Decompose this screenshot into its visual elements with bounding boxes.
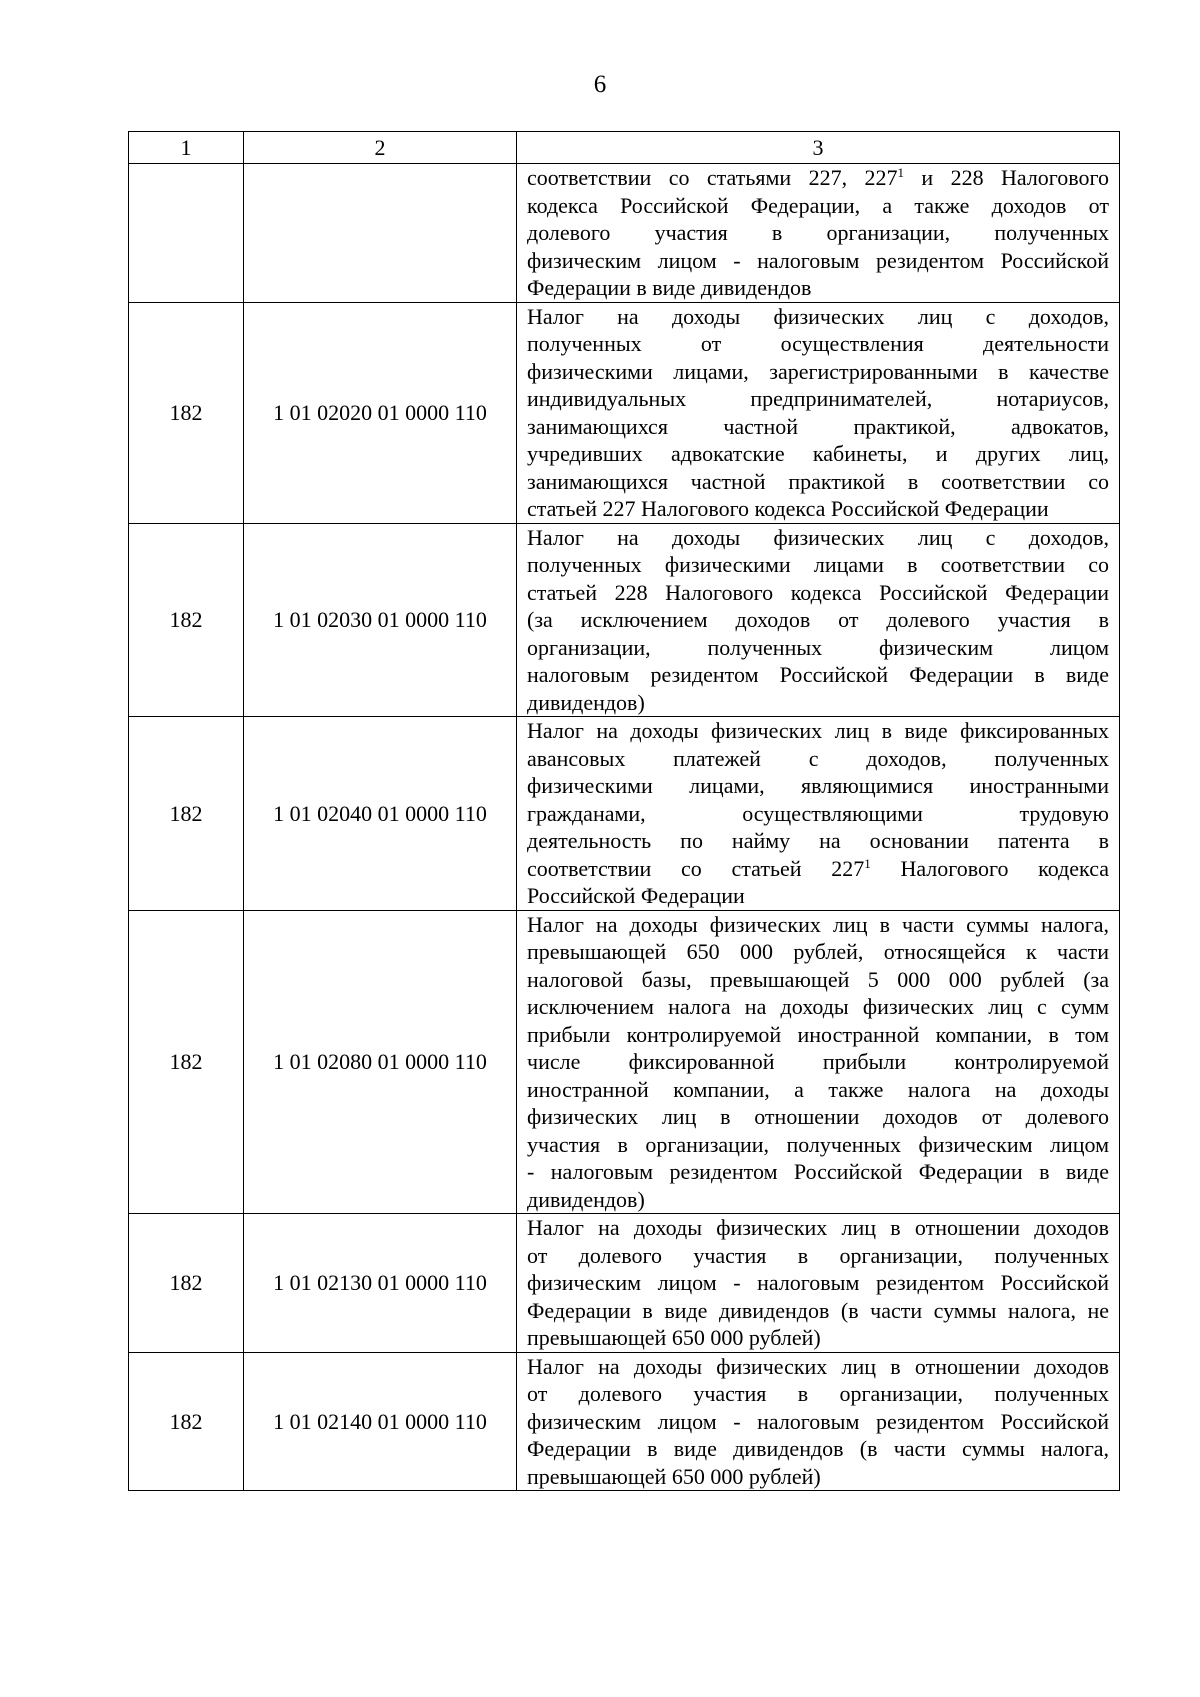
- classification-code-cell: 1 01 02130 01 0000 110: [244, 1214, 517, 1353]
- description-line: физических лиц в отношении доходов от долевого: [527, 1104, 1109, 1129]
- description-line: налоговым резидентом Российской Федерации в виде: [527, 662, 1109, 687]
- description-line: Федерации в виде дивидендов: [527, 275, 812, 300]
- table-row: [129, 910, 1120, 1214]
- description-line: превышающей 650 000 рублей, относящейся к части: [527, 939, 1109, 964]
- description-line: занимающихся частной практикой, адвокатов,: [527, 413, 1109, 439]
- description-cell: [517, 1214, 1120, 1353]
- admin-code-cell: 182: [129, 717, 244, 911]
- description-line: Федерации в виде дивидендов (в части суммы налога,: [527, 1436, 1109, 1461]
- description-line: - налоговым резидентом Российской Федерации в виде: [527, 1159, 1109, 1184]
- description-line: Налог на доходы физических лиц с доходов,: [527, 524, 1109, 550]
- classification-code-cell: [244, 164, 517, 303]
- description-line: исключением налога на доходы физических лиц с сумм: [527, 994, 1109, 1019]
- description-cell: [517, 164, 1120, 303]
- table-row: [129, 1214, 1120, 1353]
- description-line: дивидендов): [527, 689, 645, 715]
- description-line: статьей 228 Налогового кодекса Российской Федерации: [527, 579, 1109, 605]
- description-line: прибыли контролируемой иностранной компании, в том: [527, 1021, 1109, 1047]
- description-line: Налог на доходы физических лиц в отношении доходов: [527, 1215, 1109, 1240]
- classification-code-cell: 1 01 02040 01 0000 110: [244, 717, 517, 911]
- admin-code-cell: [129, 164, 244, 303]
- column-header-3: 3: [517, 132, 1120, 164]
- description-line: участия в организации, полученных физическим лицом: [527, 1131, 1109, 1157]
- superscript-one: 1: [897, 165, 904, 180]
- table-row: [129, 302, 1120, 523]
- classification-code-cell: 1 01 02020 01 0000 110: [244, 302, 517, 523]
- admin-code-cell: 182: [129, 1214, 244, 1353]
- description-line: превышающей 650 000 рублей): [527, 1325, 821, 1350]
- description-line: от долевого участия в организации, полученных: [527, 1242, 1109, 1268]
- description-line: физическим лицом - налоговым резидентом Российской: [527, 247, 1109, 273]
- budget-classification-table: [128, 131, 1120, 1491]
- description-line: налоговой базы, превышающей 5 000 000 рублей (за: [527, 966, 1109, 992]
- description-cell: [517, 717, 1120, 911]
- admin-code-cell: 182: [129, 523, 244, 717]
- column-header-1: 1: [129, 132, 244, 164]
- description-line: числе фиксированной прибыли контролируемой: [527, 1049, 1109, 1074]
- description-line: гражданами, осуществляющими трудовую: [527, 800, 1109, 826]
- table-body: [129, 132, 1120, 1491]
- table-header-row: [129, 132, 1120, 164]
- column-header-2: 2: [244, 132, 517, 164]
- description-line: физическими лицами, зарегистрированными в качестве: [527, 358, 1109, 384]
- description-line: дивидендов): [527, 1186, 645, 1212]
- admin-code-cell: 182: [129, 910, 244, 1214]
- admin-code-cell: 182: [129, 302, 244, 523]
- description-line: организации, полученных физическим лицом: [527, 634, 1109, 660]
- description-line: Налог на доходы физических лиц в части суммы налога,: [527, 911, 1109, 937]
- description-line: физическим лицом - налоговым резидентом Российской: [527, 1270, 1109, 1295]
- description-cell: [517, 1352, 1120, 1491]
- page-number: 6: [593, 71, 607, 98]
- description-line: Федерации в виде дивидендов (в части суммы налога, не: [527, 1297, 1109, 1323]
- description-line: Налог на доходы физических лиц в отношении доходов: [527, 1353, 1109, 1379]
- description-line: иностранной компании, а также налога на доходы: [527, 1076, 1109, 1102]
- description-line: деятельность по найму на основании патента в: [527, 828, 1109, 853]
- description-line: соответствии со статьей $227^1$ Налогового кодекса: [527, 855, 1109, 881]
- classification-code-cell: 1 01 02030 01 0000 110: [244, 523, 517, 717]
- description-line: Налог на доходы физических лиц с доходов,: [527, 303, 1109, 329]
- table-row: [129, 523, 1120, 717]
- description-cell: [517, 302, 1120, 523]
- description-line: статьей 227 Налогового кодекса Российской Федерации: [527, 496, 1049, 521]
- description-line: превышающей 650 000 рублей): [527, 1463, 821, 1489]
- description-line: физическим лицом - налоговым резидентом Российской: [527, 1408, 1109, 1434]
- description-line: авансовых платежей с доходов, полученных: [527, 745, 1109, 771]
- superscript-one: 1: [864, 855, 871, 871]
- description-cell: [517, 910, 1120, 1214]
- description-line: учредивших адвокатские кабинеты, и других лиц,: [527, 441, 1109, 466]
- classification-code-cell: 1 01 02140 01 0000 110: [244, 1352, 517, 1491]
- description-line: от долевого участия в организации, полученных: [527, 1381, 1109, 1406]
- description-line: физическими лицами, являющимися иностранными: [527, 773, 1109, 798]
- description-line: Налог на доходы физических лиц в виде фиксированных: [527, 718, 1109, 743]
- table-row: [129, 1352, 1120, 1491]
- description-line: полученных от осуществления деятельности: [527, 331, 1109, 356]
- table-row: [129, 717, 1120, 911]
- admin-code-cell: 182: [129, 1352, 244, 1491]
- description-line: полученных физическими лицами в соответствии со: [527, 552, 1109, 577]
- description-line: Российской Федерации: [527, 883, 745, 908]
- table-row: [129, 164, 1120, 303]
- classification-code-cell: 1 01 02080 01 0000 110: [244, 910, 517, 1214]
- description-line: соответствии со статьями 227, $227^1$ и 228 Налогового: [527, 165, 1109, 190]
- description-line: занимающихся частной практикой в соответствии со: [527, 468, 1109, 494]
- description-line: долевого участия в организации, полученных: [527, 220, 1109, 245]
- description-line: (за исключением доходов от долевого участия в: [527, 607, 1109, 632]
- description-line: индивидуальных предпринимателей, нотариусов,: [527, 386, 1109, 411]
- description-cell: [517, 523, 1120, 717]
- description-line: кодекса Российской Федерации, а также доходов от: [527, 192, 1109, 218]
